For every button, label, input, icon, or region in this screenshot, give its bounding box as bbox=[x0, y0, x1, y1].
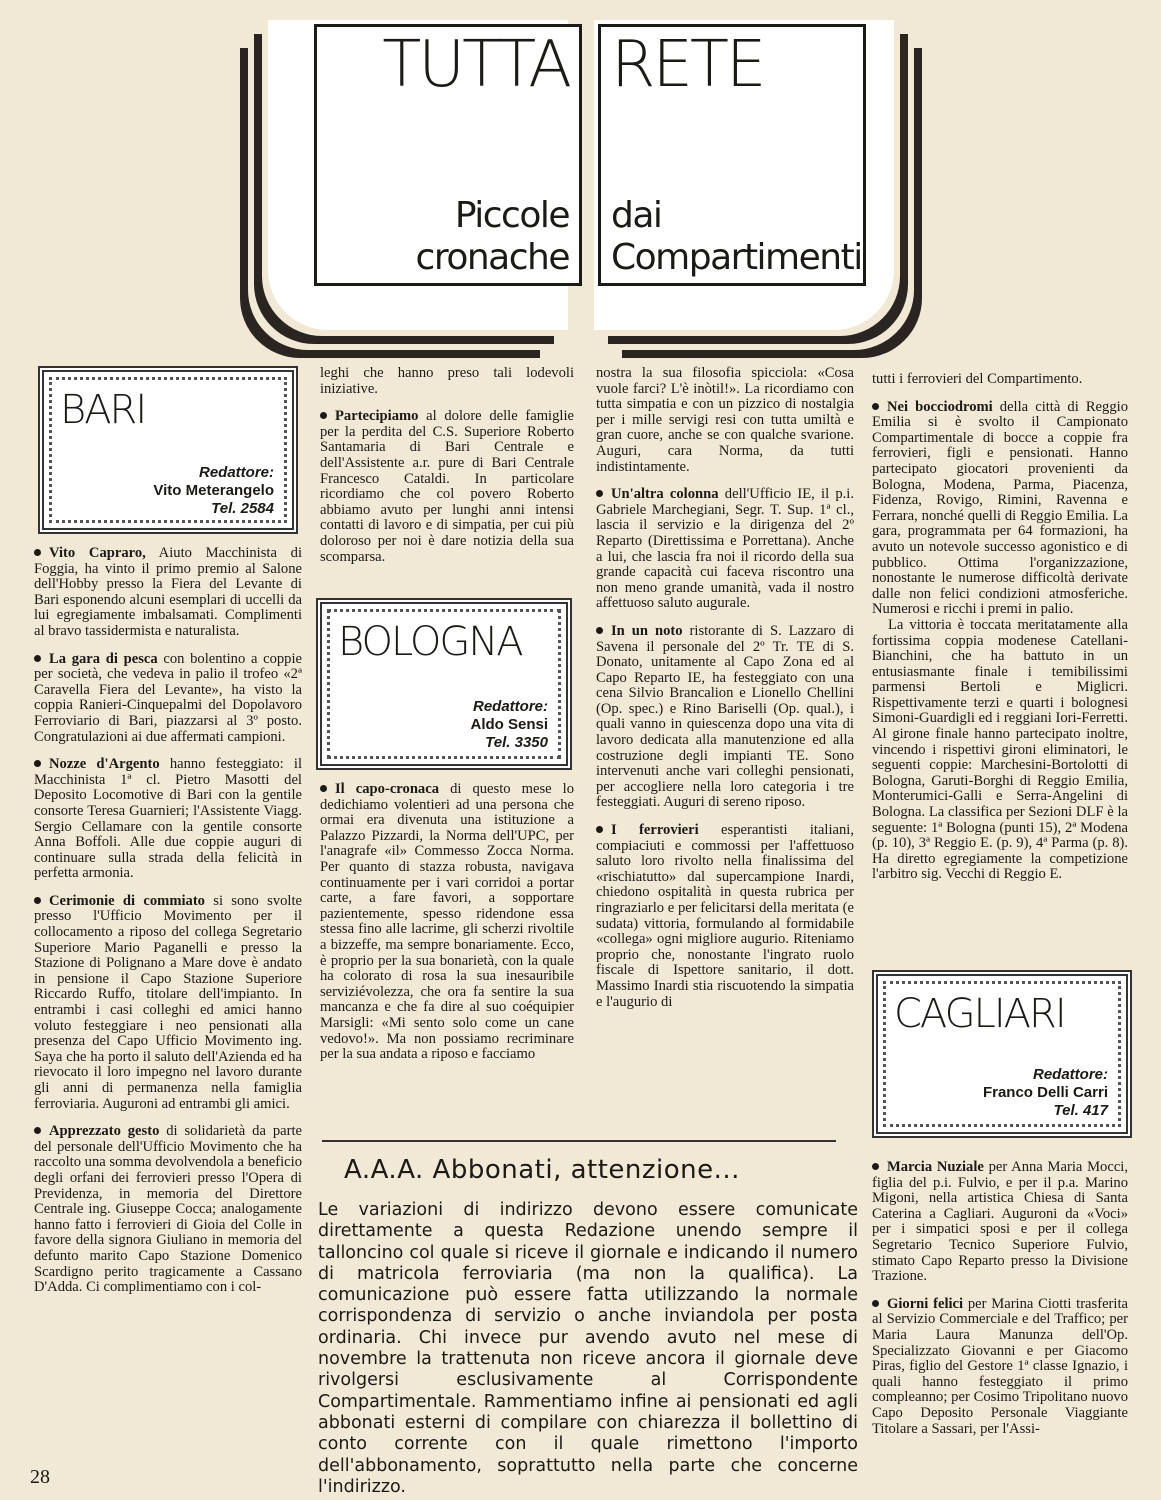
bullet-icon bbox=[34, 655, 41, 662]
masthead-right-box bbox=[598, 24, 866, 286]
article-text: dell'Ufficio IE, il p.i. Gabriele Marchegiani, Segr. T. Sup. 1ª cl., lascia il servizio e la dirigenza del 2º Reparto (Direttissima e Porrettana). Anche a lui, che lascia fra noi il ricordo della sua grande capacità cui faceva riscontro una non meno grande umanità, vada il nostro affettuoso saluto augurale. bbox=[596, 486, 855, 612]
redattore-tel: Tel. 2584 bbox=[211, 500, 274, 517]
announcement-rule bbox=[322, 1140, 836, 1142]
column-2-bottom bbox=[320, 782, 574, 1075]
redattore-name: Aldo Sensi bbox=[470, 716, 548, 733]
column-2-top bbox=[320, 366, 574, 577]
section-name: BARI bbox=[60, 387, 146, 433]
article bbox=[320, 782, 574, 1063]
article-text: leghi che hanno preso tali lodevoli iniziative. bbox=[320, 365, 574, 397]
article-lead: Cerimonie di commiato bbox=[49, 892, 205, 909]
bullet-icon bbox=[596, 826, 603, 833]
redattore-block bbox=[983, 1066, 1108, 1120]
section-header-bologna bbox=[316, 598, 572, 770]
section-name: BOLOGNA bbox=[338, 619, 522, 665]
announcement-body: Le variazioni di indirizzo devono essere comunicate direttamente a questa Redazione unendo sempre il talloncino col quale si riceve il giornale e indicando il numero di matricola ferroviaria (ma non la qualifica). La comunicazione può essere fatta utilizzando la normale corrispondenza di servizio o anche inviandola per posta ordinaria. Chi invece pur avendo avuto nel mese di novembre la trattenuta non riceve ancora il giornale deve rivolgersi esclusivamente al Corrispondente Compartimentale. Rammentiamo infine ai pensionati ed agli abbonati esterni di compilare con chiarezza il bollettino di conto corrente con il quale rimettono l'importo dell'abbonamento, soprattutto nella parte che concerne l'indirizzo. bbox=[318, 1200, 858, 1497]
subtitle-left-line-2: cronache bbox=[415, 237, 569, 278]
article-text: si sono svolte presso l'Ufficio Movimento per il collocamento a riposo del collega Segretario Superiore Mario Paganelli e presso la Stazione di Polignano a Mare dove è andato in pensione il Capo Stazione Superiore Riccardo Ruffo, titolare dell'impianto. In entrambi i casi colleghi ed amici hanno voluto festeggiare i neo pensionati alla presenza del Capo Ufficio Movimento ing. Saya che ha porto il saluto dell'Azienda ed ha rievocato il loro impegno nel lavoro durante gli anni di permanenza nella famiglia ferroviaria. Auguroni ad entrambi gli amici. bbox=[34, 892, 302, 1112]
bullet-icon bbox=[872, 1163, 879, 1170]
masthead-title-left: TUTTA bbox=[382, 28, 569, 102]
bullet-icon bbox=[34, 549, 41, 556]
redattore-name: Vito Meterangelo bbox=[153, 482, 274, 499]
redattore-tel: Tel. 3350 bbox=[485, 734, 548, 751]
bullet-icon bbox=[34, 760, 41, 767]
article bbox=[320, 366, 574, 397]
bullet-icon bbox=[872, 1300, 879, 1307]
article bbox=[320, 409, 574, 565]
article-text: nostra la sua filosofia spicciola: «Cosa vuole farci? L'è inòtil!». La ricordiamo con tutta simpatia e con un pizzico di nostalgia per i mille servigi resi con tutta umiltà e gran cuore, anche se con qualche svarione. Auguri, cara Norma, da tutti indistintamente. bbox=[596, 365, 854, 475]
subtitle-right-line-1: dai bbox=[611, 195, 662, 236]
bullet-icon bbox=[320, 785, 327, 792]
bullet-icon bbox=[596, 627, 603, 634]
article bbox=[596, 487, 854, 612]
masthead-subtitle-left bbox=[416, 195, 569, 279]
article bbox=[596, 366, 854, 475]
article bbox=[596, 823, 854, 1010]
article bbox=[872, 618, 1128, 883]
article-lead: Partecipiamo bbox=[335, 408, 419, 425]
article-text: di questo mese lo dedichiamo volentieri ad una persona che ormai era divenuta una istituzione a Palazzo Pizzardi, la Norma dell'UPC, per l'anagrafe «il» Commesso Zocca Norma. Per quanto di stazza robusta, navigava continuamente per i vari corridoi a portar carte, a fare favori, a sopportare pazientemente, spesso ridendone essa stessa fino alle lacrime, gli scherzi rivoltile a bizzeffe, ma sempre bonariamente. Ecco, è proprio per la sua bonarietà, con la quale ha colorato di rosa la sua inesauribile serviziévolezza, che ora fa sentire la sua mancanza e che fa dire al suo coéquipier Marsigli: «Mi sento solo come un cane vedovo!». Ma non possiamo recriminare per la sua andata a riposo e facciamo bbox=[320, 781, 574, 1063]
article-lead: La gara di pesca bbox=[49, 650, 158, 667]
masthead-title-right: RETE bbox=[611, 28, 764, 102]
article-text: con bolentino a coppie per società, che vedeva in palio il trofeo «2ª Caravella Fiera del Levante», ha visto la coppia Ranieri-Cinquepalmi del Dopolavoro Ferroviario di Bari, piazzarsi al 3º posto. Congratulazioni ai due affermati campioni. bbox=[34, 650, 303, 745]
article bbox=[872, 1160, 1128, 1285]
column-3 bbox=[596, 366, 854, 1022]
column-1 bbox=[34, 546, 302, 1308]
article-lead: I ferrovieri bbox=[611, 822, 699, 839]
redattore-block bbox=[153, 464, 274, 518]
bullet-icon bbox=[34, 1127, 41, 1134]
article-lead: Marcia Nuziale bbox=[887, 1159, 984, 1175]
article bbox=[34, 894, 302, 1112]
article bbox=[34, 757, 302, 882]
article bbox=[34, 1124, 302, 1296]
article bbox=[872, 372, 1128, 388]
masthead-subtitle-right bbox=[611, 195, 862, 279]
article-text: di solidarietà da parte del personale dell'Ufficio Movimento che ha raccolto una somma devolvendola a beneficio degli orfani dei ferrovieri presso l'Opera di Previdenza, in memoria del Direttore Centrale ing. Giuseppe Cocca; analogamente hanno fatto i ferrovieri di Gioia del Colle in favore della signora Giuliano in memoria del defunto marito Capo Stazione Domenico Scardigno perito tragicamente a Cassano D'Adda. Ci complimentiamo con i col- bbox=[34, 1123, 302, 1296]
article-text: per Marina Ciotti trasferita al Servizio Commerciale e del Traffico; per Maria Laura Manunza dell'Op. Specializzato Giovanni e per Giacomo Piras, figlio del Gestore 1ª classe Ignazio, i quali hanno festeggiato il primo compleanno; per Cosimo Tripolitano nuovo Capo Deposito Personale Viaggiante Titolare a Sassari, per l'Assi- bbox=[872, 1295, 1128, 1437]
redattore-tel: Tel. 417 bbox=[1053, 1102, 1108, 1119]
bullet-icon bbox=[320, 412, 327, 419]
article bbox=[596, 624, 854, 811]
article-lead: Nei bocciodromi bbox=[887, 398, 993, 415]
redattore-label: Redattore: bbox=[198, 464, 274, 481]
section-name: CAGLIARI bbox=[894, 991, 1065, 1037]
article-text: al dolore delle famiglie per la perdita del C.S. Superiore Roberto Santamaria di Bari Centrale e dell'Assistente a.r. pure di Bari Centrale Francesco Cataldi. In particolare ricordiamo che col povero Roberto abbiamo avuto per lunghi anni intensi contatti di lavoro e di simpatia, per cui più doloroso per noi è dare notizia della sua scomparsa. bbox=[320, 408, 574, 565]
article-text: ristorante di S. Lazzaro di Savena il personale del 2º Tr. TE di S. Donato, unitamente al Capo Zona ed al Capo Reparto IE, ha festeggiato con una cena Silvio Brancalion e Lionello Chellini (Op. spec.) e Rino Bariselli (Op. qual.), i quali vanno in quiescenza dopo una vita di lavoro dedicata alla manutenzione ed alla costruzione degli impianti TE. Sono intervenuti anche vari colleghi pensionati, per accogliere nella loro categoria i tre festeggiati. Auguri di sereno riposo. bbox=[596, 622, 854, 811]
article bbox=[872, 1297, 1128, 1437]
article-lead: Giorni felici bbox=[887, 1295, 964, 1312]
article-text: per Anna Maria Mocci, figlia del p.i. Fulvio, e per il p.a. Marino Migoni, nella artistica Chiesa di Santa Caterina a Cagliari. Auguroni da «Voci» per i simpatici sposi e per il collega Segretario Tecnico Superiore Fulvio, stimato Capo Reparto presso la Divisione Trazione. bbox=[872, 1159, 1129, 1285]
section-header-cagliari bbox=[872, 970, 1132, 1138]
article-text: tutti i ferrovieri del Compartimento. bbox=[872, 371, 1083, 387]
article-lead: Un'altra colonna bbox=[611, 486, 719, 503]
redattore-block bbox=[470, 698, 548, 752]
section-header-bari bbox=[38, 366, 298, 534]
bullet-icon bbox=[872, 403, 879, 410]
page-number: 28 bbox=[30, 1466, 50, 1488]
redattore-name: Franco Delli Carri bbox=[982, 1084, 1108, 1101]
article-lead: Nozze d'Argento bbox=[49, 756, 160, 773]
column-4-top bbox=[872, 372, 1128, 895]
bullet-icon bbox=[596, 490, 603, 497]
article bbox=[34, 652, 302, 746]
column-4-bottom bbox=[872, 1160, 1128, 1449]
article-lead: Apprezzato gesto bbox=[49, 1123, 160, 1140]
bullet-icon bbox=[34, 897, 41, 904]
article-text: della città di Reggio Emilia si è svolto il Campionato Compartimentale di bocce a coppie fra ferrovieri, figli e pensionati. Hanno partecipato giocatori provenienti da Bologna, Modena, Parma, Piacenza, Fidenza, Rovigo, Rimini, Ravenna e Ferrara, nonché quelli di Reggio Emilia. La gara, programmata per 64 formazioni, ha avuto un notevole successo agonistico e di pubblico. Ottima l'organizzazione, nonostante le numerose difficoltà derivate dalle non felici condizioni atmosferiche. Numerosi e ricchi i premi in palio. bbox=[872, 398, 1128, 618]
announcement-title: A.A.A. Abbonati, attenzione... bbox=[344, 1155, 740, 1185]
article-lead: Il capo-cronaca bbox=[335, 781, 440, 797]
article-lead: In un noto bbox=[611, 622, 683, 639]
redattore-label: Redattore: bbox=[472, 698, 548, 715]
article-lead: Vito Capraro, bbox=[49, 545, 146, 561]
article-text: esperantisti italiani, compiaciuti e commossi per l'affettuoso saluto loro rivolto nella finalissima del «rischiatutto» dal supercampione Inardi, chiedono ospitalità in questa rubrica per ringraziarlo e per felicitarsi della meritata (e sudata) vittoria, formulando al formidabile «collega» ogni migliore augurio. Riteniamo proprio che, nonostante l'ingrato ruolo fiscale di Ispettore sanitario, il dott. Massimo Inardi stia riscuotendo la simpatia e l'augurio di bbox=[596, 822, 855, 1010]
article bbox=[34, 546, 302, 640]
article bbox=[872, 400, 1128, 618]
redattore-label: Redattore: bbox=[1032, 1066, 1108, 1083]
article-text: Aiuto Macchinista di Foggia, ha vinto il primo premio al Salone dell'Hobby presso la Fiera del Levante di Bari esponendo alcuni esemplari di uccelli da lui egregiamente imbalsamati. Complimenti al bravo tassidermista e naturalista. bbox=[34, 545, 302, 639]
subtitle-right-line-2: Compartimenti bbox=[611, 237, 862, 278]
masthead-left-box bbox=[314, 24, 582, 286]
subtitle-left-line-1: Piccole bbox=[454, 195, 569, 236]
article-text: La vittoria è toccata meritatamente alla fortissima coppia modenese Catellani-Bianchini, che ha battuto in un entusiasmante finale i temibilissimi parmensi Bertoli e Miglicri. Rispettivamente terzi e quarti i bolognesi Simoni-Guardigli ed i reggiani Iori-Ferretti. Al girone finale hanno partecipato inoltre, vincendo i rispettivi gironi eliminatori, le seguenti coppie: Marchesini-Bortolotti di Bologna, Garuti-Borghi di Reggio Emilia, Monterumici-Galli e Serra-Angelini di Bologna. La classifica per Sezioni DLF è la seguente: 1ª Bologna (punti 15), 2ª Modena (p. 10), 3ª Reggio E. (p. 9), 4ª Parma (p. 8). Ha diretto egregiamente la competizione l'arbitro sig. Vecchi di Reggio E. bbox=[872, 616, 1128, 883]
article-text: hanno festeggiato: il Macchinista 1ª cl. Pietro Masotti del Deposito Locomotive di Bari con la gentile consorte Teresa Guarnieri; l'Assistente Viagg. Sergio Cellamare con la gentile consorte Anna Boffoli. Alle due coppie auguri di continuare sulla strada della felicità in perfetta armonia. bbox=[34, 756, 302, 882]
